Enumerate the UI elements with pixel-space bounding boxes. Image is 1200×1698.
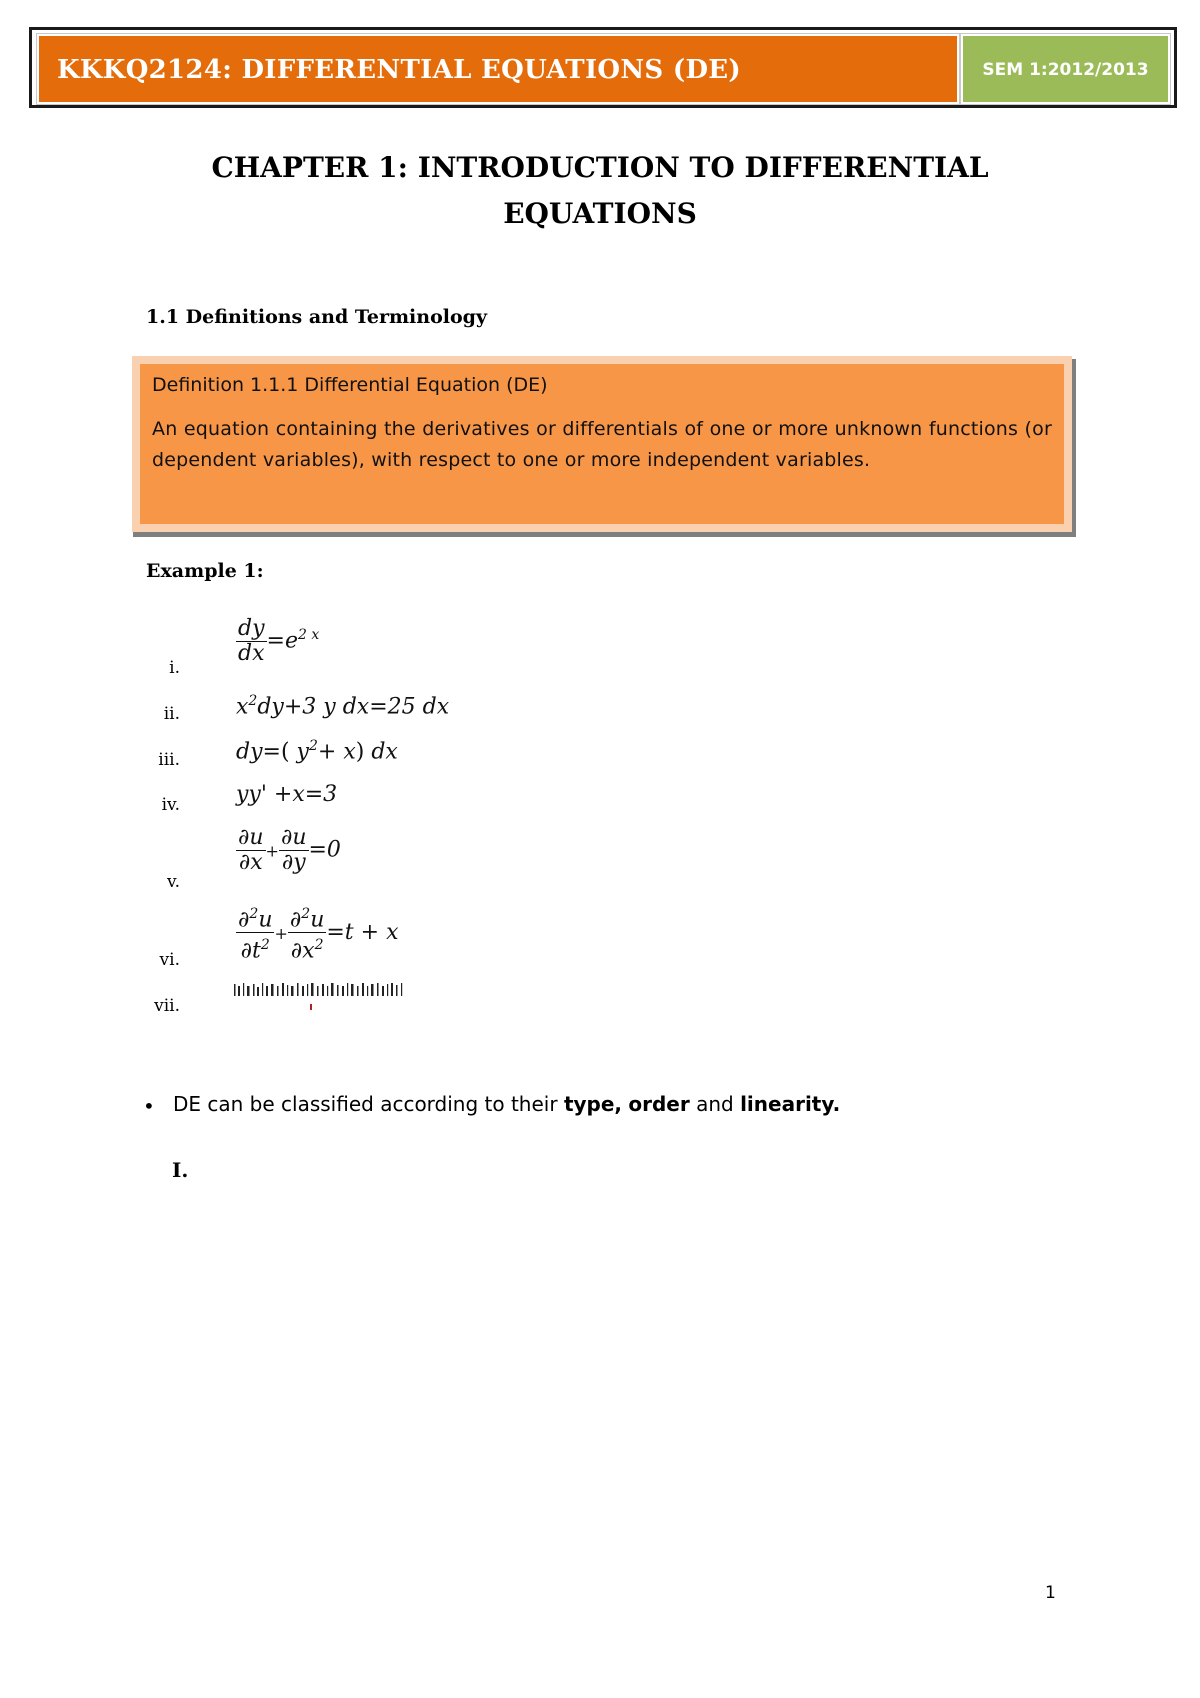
- header-course-cell: [37, 34, 959, 104]
- subsection-marker: I.: [172, 1158, 189, 1182]
- equation-2: $x^2dy+3$ y dx=25 dx: [236, 693, 450, 720]
- page-number: 1: [1045, 1583, 1056, 1603]
- equation-number: iv.: [161, 795, 180, 815]
- keyword-type: type,: [563, 1092, 623, 1116]
- equation-number: i.: [169, 658, 180, 678]
- definition-box: [132, 356, 1072, 532]
- definition-body: An equation containing the derivatives or differentials of one or more unknown functions (or dependent variables), with respect to one or more independent variables.: [152, 418, 1052, 471]
- chapter-title-line-2: EQUATIONS: [503, 197, 697, 230]
- keyword-order: order: [628, 1092, 690, 1116]
- semester-label: SEM 1:2012/2013: [982, 60, 1149, 80]
- classification-text: [173, 1092, 840, 1116]
- example-label: Example 1:: [146, 560, 264, 582]
- equation-number: iii.: [158, 750, 180, 770]
- definition-title: Definition 1.1.1 Differential Equation (DE): [152, 374, 548, 396]
- equation-3: dy=( $y^2+ x$) dx: [236, 738, 398, 765]
- equation-6: $\frac{\partial^2u}{\partial t^2}$ + $\frac{\partial^2u}{\partial x^2}$ =t + x: [236, 902, 398, 964]
- section-heading: 1.1 Definitions and Terminology: [146, 306, 487, 328]
- equation-5: $\frac{\partial u}{\partial x}$ + $\frac{\partial u}{\partial y}$ =0: [238, 825, 341, 875]
- equation-7-garbled-image: [232, 980, 408, 1016]
- equation-4: yy' +x=3: [236, 782, 338, 807]
- bullet-icon: •: [143, 1094, 155, 1118]
- keyword-linearity: linearity.: [740, 1092, 841, 1116]
- course-title: KKKQ2124: DIFFERENTIAL EQUATIONS (DE): [57, 55, 742, 85]
- equation-number: vii.: [154, 996, 180, 1016]
- header-semester-cell: [961, 34, 1170, 104]
- classification-intro: DE can be classified according to their: [173, 1092, 564, 1116]
- chapter-title-line-1: CHAPTER 1: INTRODUCTION TO DIFFERENTIAL: [211, 151, 989, 184]
- classification-and: and: [689, 1092, 741, 1116]
- equation-1: $\frac{dy}{dx}$ $=e^{2 x}$: [238, 616, 320, 666]
- equation-number: ii.: [163, 704, 180, 724]
- equation-number: vi.: [159, 950, 180, 970]
- chapter-title: [150, 145, 1050, 237]
- equation-number: v.: [167, 872, 180, 892]
